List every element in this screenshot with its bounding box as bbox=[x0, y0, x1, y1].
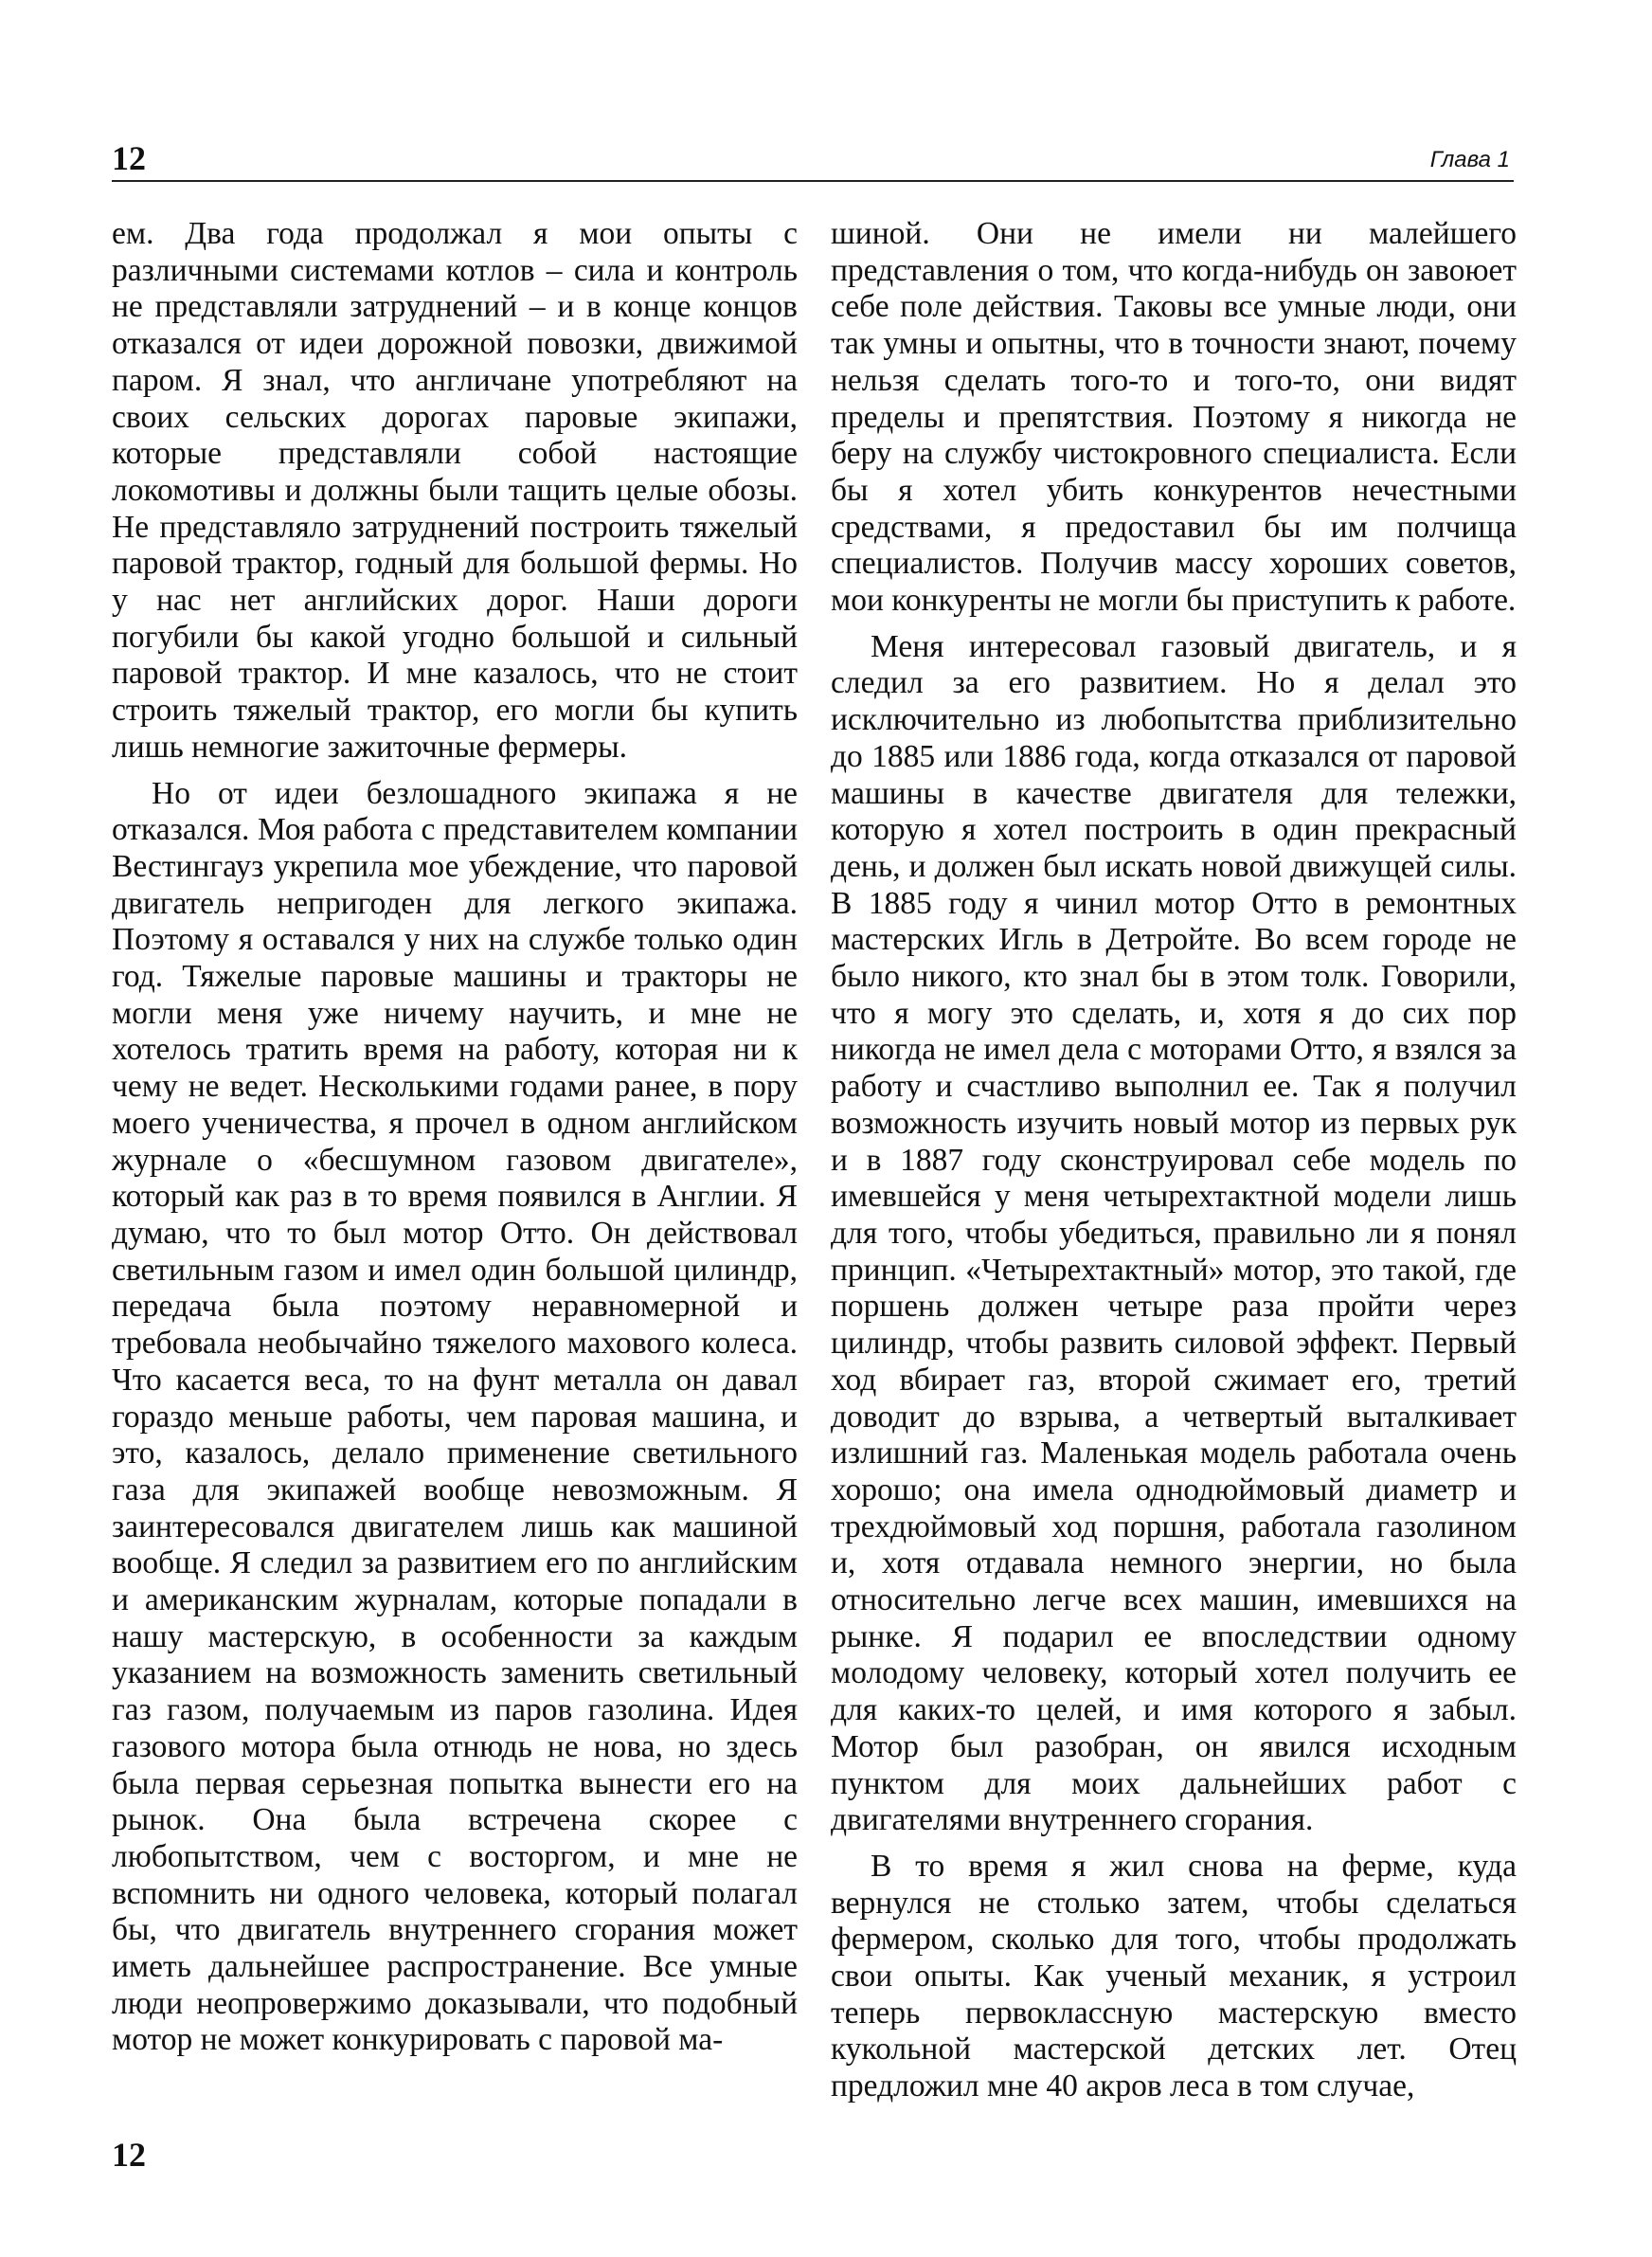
paragraph: шиной. Они не имели ни малейшего представления о том, что когда-нибудь он завоюет себе поле действия. Таковы все умные люди, они так умны и опытны, что в точности знают, почему нельзя сделать того-то и того-то, они видят пределы и препятствия. Поэтому я никогда не беру на службу чистокровного специалиста. Если бы я хотел убить конкурентов нечестными средствами, я предоставил бы им полчища специалистов. Получив массу хороших советов, мои конкуренты не могли бы приступить к работе. bbox=[831, 216, 1517, 619]
header-page-number: 12 bbox=[112, 139, 146, 177]
paragraph: В то время я жил снова на ферме, куда вернулся не столько затем, чтобы сделаться фермером, сколько для того, чтобы продолжать свои опыты. Как ученый механик, я устроил теперь первоклассную мастерскую вместо кукольной мастерской детских лет. Отец предложил мне 40 акров леса в том случае, bbox=[831, 1848, 1517, 2104]
paragraph: Но от идеи безлошадного экипажа я не отказался. Моя работа с представителем компании Вестингауз укрепила мое убеждение, что паровой двигатель непригоден для легкого экипажа. Поэтому я оставался у них на службе только один год. Тяжелые паровые машины и тракторы не могли меня уже ничему научить, и мне не хотелось тратить время на работу, которая ни к чему не ведет. Несколькими годами ранее, в пору моего ученичества, я прочел в одном английском журнале о «бесшумном газовом двигателе», который как раз в то время появился в Англии. Я думаю, что то был мотор Отто. Он действовал светильным газом и имел один большой цилиндр, передача была поэтому неравномерной и требовала необычайно тяжелого махового колеса. Что касается веса, то на фунт металла он давал гораздо меньше работы, чем паровая машина, и это, казалось, делало применение светильного газа для экипажей вообще невозможным. Я заинтересовался двигателем лишь как машиной вообще. Я следил за развитием его по английским и американским журналам, которые попадали в нашу мастерскую, в особенности за каждым указанием на возможность заменить светильный газ газом, получаемым из паров газолина. Идея газового мотора была отнюдь не нова, но здесь была первая серьезная попытка вынести его на рынок. Она была встречена скорее с любопытством, чем с восторгом, и мне не вспомнить ни одного человека, который полагал бы, что двигатель внутреннего сгорания может иметь дальнейшее распространение. Все умные люди неопровержимо доказывали, что подобный мотор не может конкурировать с паровой ма- bbox=[112, 775, 798, 2058]
chapter-title: Глава 1 bbox=[1429, 147, 1510, 172]
right-column bbox=[831, 216, 1517, 2115]
paragraph: Меня интересовал газовый двигатель, и я следил за его развитием. Но я делал это исключительно из любопытства приблизительно до 1885 или 1886 года, когда отказался от паровой машины в качестве двигателя для тележки, которую я хотел построить в один прекрасный день, и должен был искать новой движущей силы. В 1885 году я чинил мотор Отто в ремонтных мастерских Игль в Детройте. Во всем городе не было никого, кто знал бы в этом толк. Говорили, что я могу это сделать, и, хотя я до сих пор никогда не имел дела с моторами Отто, я взялся за работу и счастливо выполнил ее. Так я получил возможность изучить новый мотор из первых рук и в 1887 году сконструировал себе модель по имевшейся у меня четырехтактной модели лишь для того, чтобы убедиться, правильно ли я понял принцип. «Четырехтактный» мотор, это такой, где поршень должен четыре раза пройти через цилиндр, чтобы развить силовой эффект. Первый ход вбирает газ, второй сжимает его, третий доводит до взрыва, а четвертый выталкивает излишний газ. Маленькая модель работала очень хорошо; она имела однодюймовый диаметр и трехдюймовый ход поршня, работала газолином и, хотя отдавала немного энергии, но была относительно легче всех машин, имевшихся на рынке. Я подарил ее впоследствии одному молодому человеку, который хотел получить ее для каких-то целей, и имя которого я забыл. Мотор был разобран, он явился исходным пунктом для моих дальнейших работ с двигателями внутреннего сгорания. bbox=[831, 628, 1517, 1838]
left-column bbox=[112, 216, 798, 2068]
footer-page-number: 12 bbox=[112, 2136, 146, 2174]
paragraph: ем. Два года продолжал я мои опыты с различными системами котлов – сила и контроль не представляли затруднений – и в конце концов отказался от идеи дорожной повозки, движимой паром. Я знал, что англичане употребляют на своих сельских дорогах паровые экипажи, которые представляли собой настоящие локомотивы и должны были тащить целые обозы. Не представляло затруднений построить тяжелый паровой трактор, годный для большой фермы. Но у нас нет английских дорог. Наши дороги погубили бы какой угодно большой и сильный паровой трактор. И мне казалось, что не стоит строить тяжелый трактор, его могли бы купить лишь немногие зажиточные фермеры. bbox=[112, 216, 798, 765]
running-header bbox=[112, 140, 1514, 182]
